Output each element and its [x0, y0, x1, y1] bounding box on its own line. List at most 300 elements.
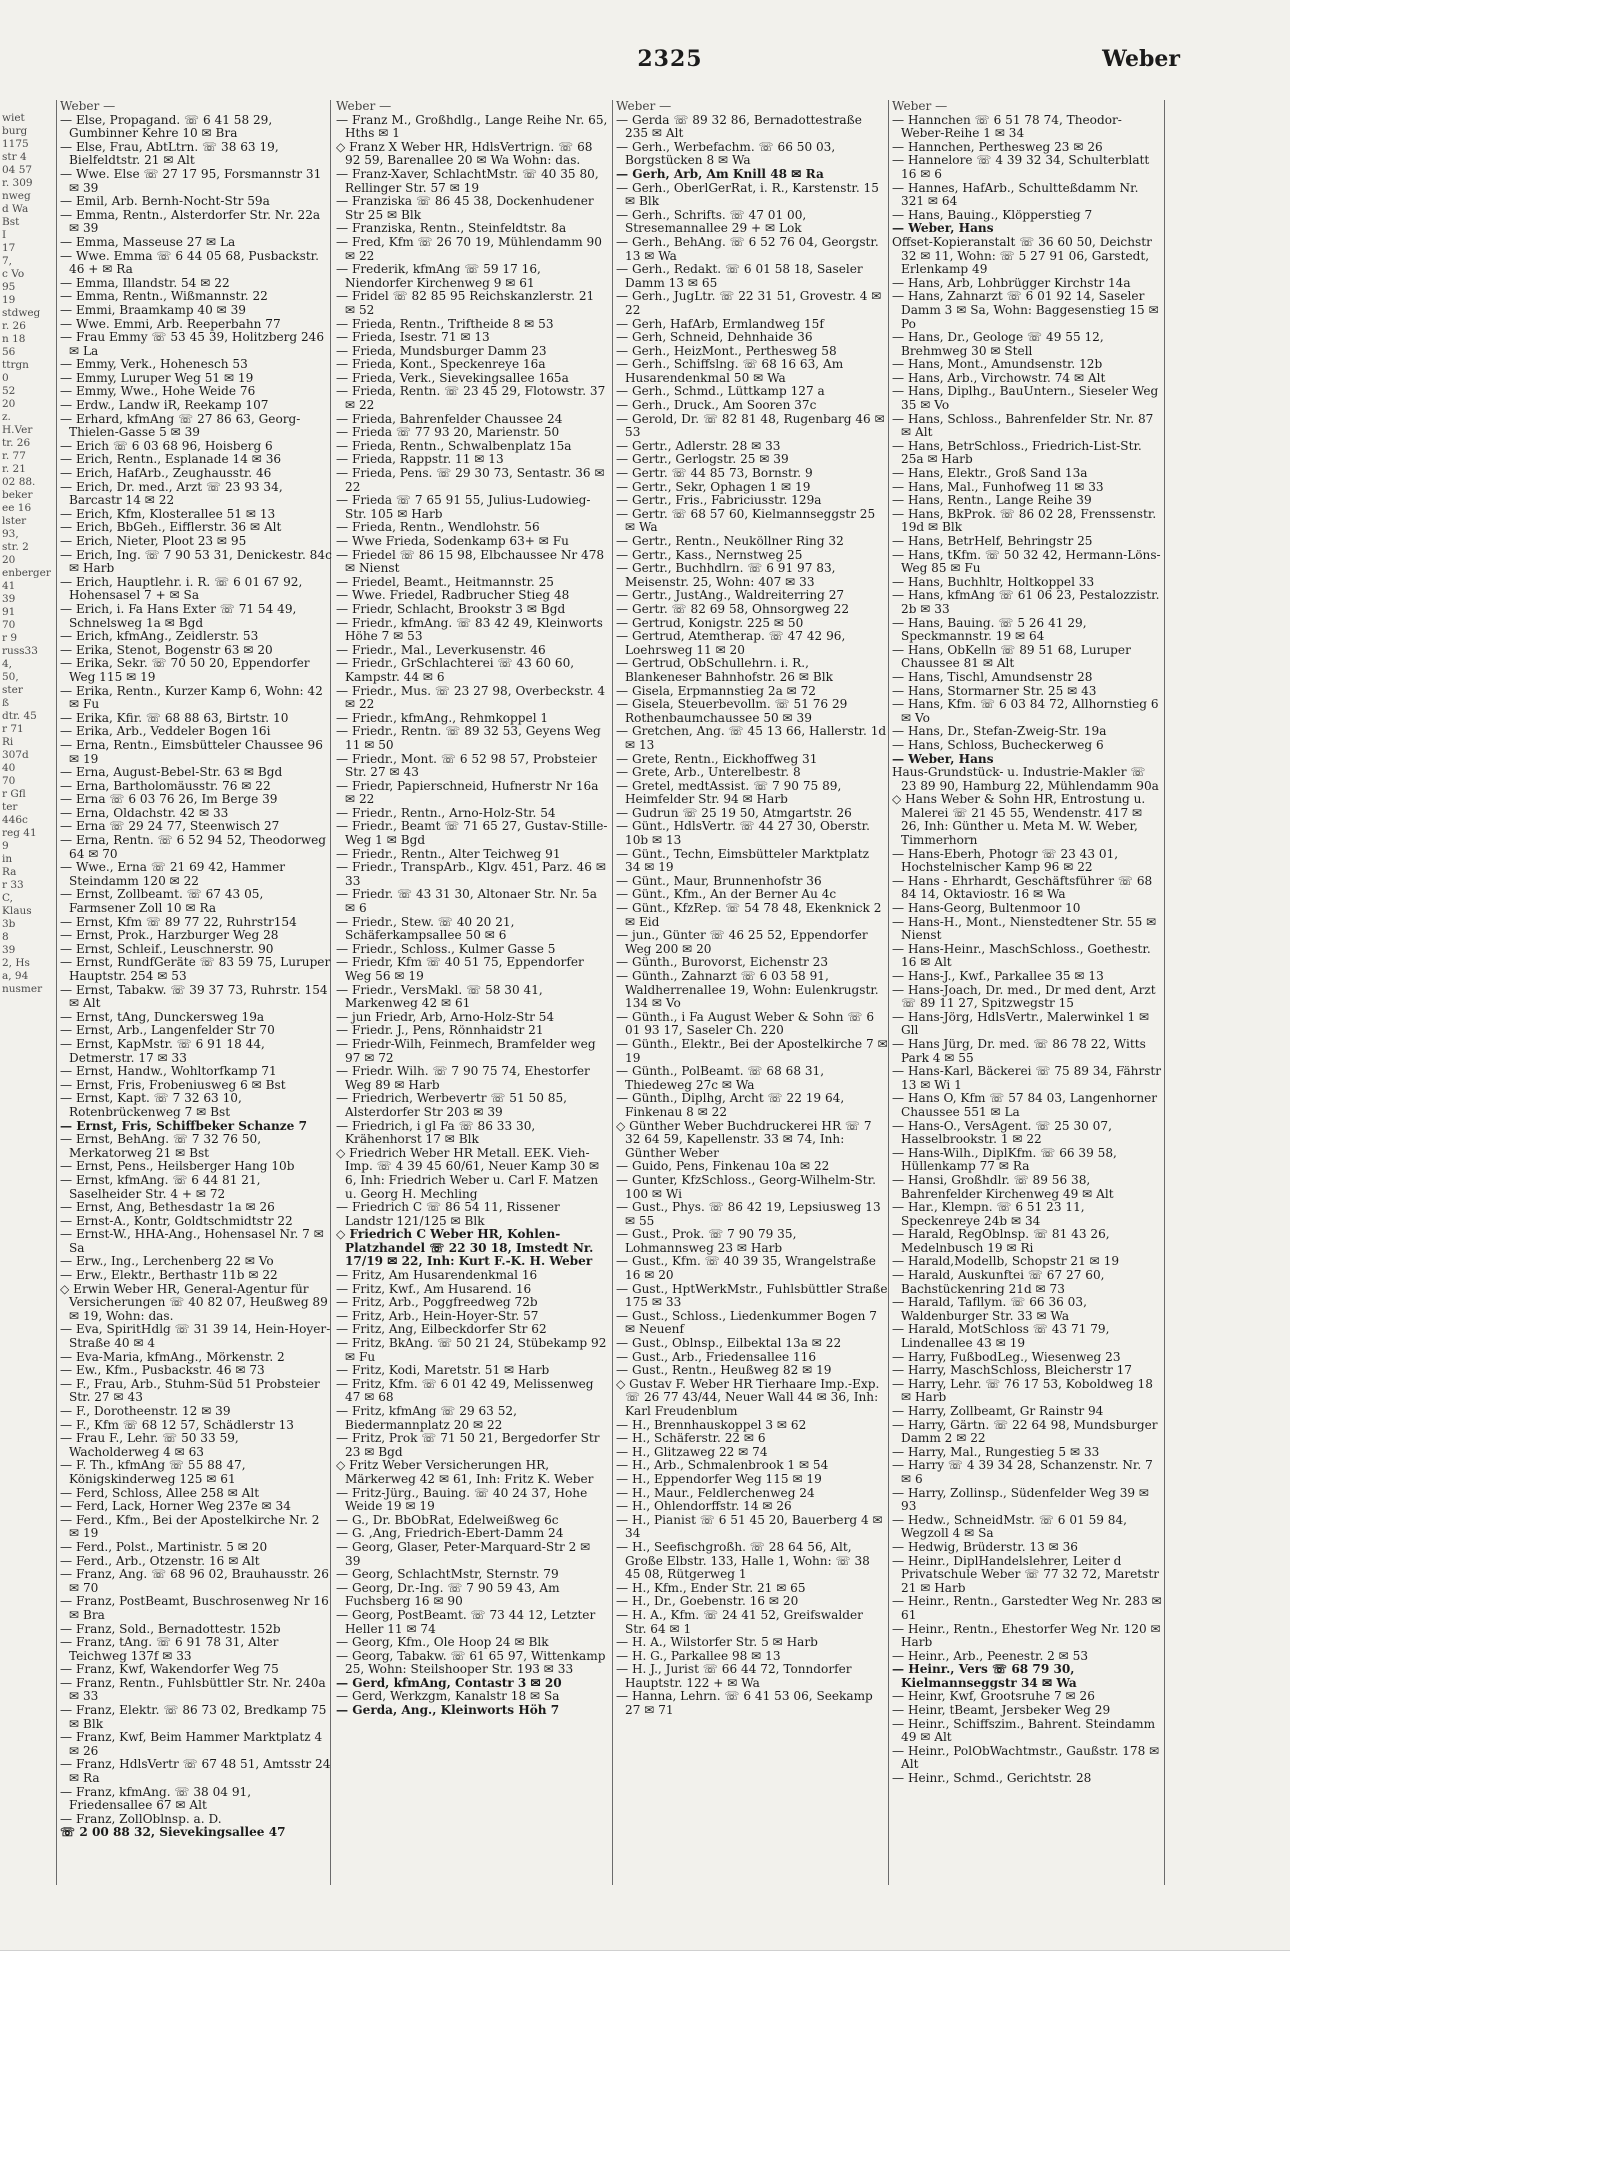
edge-fragment: 39 [2, 944, 16, 956]
directory-entry: — Friedr, Schlacht, Brookstr 3 ✉ Bgd [336, 601, 566, 616]
edge-fragment: reg 41 [2, 827, 37, 839]
edge-fragment: d Wa [2, 203, 29, 215]
directory-entry: — Emmy, Luruper Weg 51 ✉ 19 [60, 370, 254, 385]
directory-entry: — Friedr, Papierschneid, Hufnerstr Nr 16a ✉ 22 [336, 778, 599, 807]
edge-fragment: 446c [2, 814, 28, 826]
directory-entry: — Gertr., Fris., Fabriciusstr. 129a [616, 493, 822, 508]
directory-entry: — Gust., Phys. ☏ 86 42 19, Lepsiusweg 13 ✉ 55 [616, 1200, 881, 1228]
directory-entry: — Hans, BetrHelf, Behringstr 25 [892, 534, 1093, 548]
directory-entry: Offset-Kopieranstalt ☏ 36 60 50, Deichstr 32 ✉ 11, Wohn: ☏ 5 27 91 06, Garstedt, Erlenkamp 49 [892, 234, 1152, 277]
directory-entry: — Günth., Diplhg, Archt ☏ 22 19 64, Finkenau 8 ✉ 22 [616, 1091, 845, 1119]
page-number: 2325 [637, 46, 703, 72]
directory-entry: — Gust., Schloss., Liedenkummer Bogen 7 ✉ Neuenf [616, 1308, 877, 1337]
directory-entry: — Frieda, Pens. ☏ 29 30 73, Sentastr. 36 ✉ 22 [336, 466, 605, 494]
edge-fragment: 20 [2, 398, 16, 410]
directory-entry: — Hansi, Großhdlr. ☏ 89 56 38, Bahrenfelder Kirchenweg 49 ✉ Alt [892, 1172, 1114, 1201]
directory-entry: — Friedr., Rentn., Arno-Holz-Str. 54 [336, 805, 556, 820]
directory-entry: — Gerh., JugLtr. ☏ 22 31 51, Grovestr. 4 ✉ 22 [616, 289, 882, 317]
directory-entry: — Frieda, Mundsburger Damm 23 [336, 343, 547, 358]
column-rule [56, 100, 57, 1885]
directory-entry: — Georg, Dr.-Ing. ☏ 7 90 59 43, Am Fuchsberg 16 ✉ 90 [336, 1580, 560, 1609]
directory-entry: — Gerh, HafArb, Ermlandweg 15f [616, 316, 824, 331]
directory-entry: — Hans, Tischl, Amundsenstr 28 [892, 669, 1093, 684]
directory-entry: — H., Eppendorfer Weg 115 ✉ 19 [616, 1471, 822, 1486]
directory-entry: — Gerd, kfmAng, Contastr 3 ✉ 20 [336, 1675, 562, 1690]
directory-entry: — Gust., Arb., Friedensallee 116 [616, 1349, 817, 1364]
directory-entry: — Franz, Kwf, Wakendorfer Weg 75 [60, 1662, 279, 1677]
directory-entry: — Friedrich C ☏ 86 54 11, Rissener Landstr 121/125 ✉ Blk [336, 1200, 560, 1228]
directory-entry: — Frau Emmy ☏ 53 45 39, Holitzberg 246 ✉ La [60, 330, 325, 358]
directory-entry: — Friedr. J., Pens, Rönnhaidstr 21 [336, 1023, 544, 1038]
directory-entry: — Friedr. ☏ 43 31 30, Altonaer Str. Nr. 5a ✉ 6 [336, 887, 597, 916]
edge-fragment: 70 [2, 775, 16, 787]
directory-entry: — Friedr., TranspArb., Klgv. 451, Parz. 46 ✉ 33 [336, 860, 606, 888]
directory-entry: — Frau F., Lehr. ☏ 50 33 59, Wacholderweg 4 ✉ 63 [60, 1431, 239, 1459]
directory-entry: — Günth., Burovorst, Eichenstr 23 [616, 955, 829, 970]
directory-entry: ◇ Günther Weber Buchdruckerei HR ☏ 7 32 64 59, Kapellenstr. 33 ✉ 74, Inh: Günther Weber [616, 1118, 872, 1160]
edge-fragment: r. 77 [2, 450, 26, 462]
edge-fragment: str 4 [2, 151, 27, 163]
directory-entry: — Fred, Kfm ☏ 26 70 19, Mühlendamm 90 ✉ 22 [336, 234, 602, 263]
directory-entry: — H., Brennhauskoppel 3 ✉ 62 [616, 1417, 807, 1432]
directory-entry: — Gudrun ☏ 25 19 50, Atmgartstr. 26 [616, 805, 852, 820]
directory-entry: — Erika, Arb., Veddeler Bogen 16i [60, 724, 271, 739]
directory-entry: — Fritz-Jürg., Bauing. ☏ 40 24 37, Hohe Weide 19 ✉ 19 [336, 1485, 588, 1514]
directory-entry: — Hans, ObKelln ☏ 89 51 68, Luruper Chaussee 81 ✉ Alt [892, 642, 1131, 671]
directory-entry: — Ernst, Schleif., Leuschnerstr. 90 [60, 941, 274, 956]
edge-fragment: 19 [2, 294, 16, 306]
directory-entry: — Fritz, kfmAng ☏ 29 63 52, Biedermannplatz 20 ✉ 22 [336, 1404, 517, 1432]
directory-entry: — Ernst, Kapt. ☏ 7 32 63 10, Rotenbrückenweg 7 ✉ Bst [60, 1091, 242, 1119]
edge-fragment: 93, [2, 528, 19, 540]
directory-entry: — Hannchen ☏ 6 51 78 74, Theodor-Weber-Reihe 1 ✉ 34 [892, 112, 1122, 141]
directory-entry: — Gertr., Gerlogstr. 25 ✉ 39 [616, 452, 789, 467]
directory-entry: — Ernst, Handw., Wohltorfkamp 71 [60, 1064, 277, 1079]
directory-entry: — Georg, SchlachtMstr, Sternstr. 79 [336, 1567, 559, 1582]
directory-entry: — Hans-Georg, Bultenmoor 10 [892, 901, 1081, 916]
edge-fragment: 3b [2, 918, 16, 930]
directory-entry: — Günt., HdlsVertr. ☏ 44 27 30, Oberstr. 10b ✉ 13 [616, 819, 870, 848]
directory-entry: — Gerold, Dr. ☏ 82 81 48, Rugenbarg 46 ✉ 53 [616, 411, 885, 440]
directory-entry: — Georg, Kfm., Ole Hoop 24 ✉ Blk [336, 1635, 549, 1650]
edge-fragment: 39 [2, 593, 16, 605]
edge-fragment: ttrgn [2, 359, 29, 371]
directory-entry: — Hedwig, Brüderstr. 13 ✉ 36 [892, 1539, 1078, 1554]
directory-entry: — Ernst, kfmAng. ☏ 6 44 81 21, Saselheider Str. 4 + ✉ 72 [60, 1172, 261, 1201]
directory-entry: — Erdw., Landw iR, Reekamp 107 [60, 398, 269, 413]
directory-entry: — Wwe. Friedel, Radbrucher Stieg 48 [336, 588, 570, 603]
directory-entry: — Friedr, Kfm ☏ 40 51 75, Eppendorfer Weg 56 ✉ 19 [336, 955, 584, 983]
edge-fragment: 56 [2, 346, 16, 358]
directory-entry: — Ferd., Polst., Martinistr. 5 ✉ 20 [60, 1539, 268, 1554]
directory-entry: — Gerh., Schmd., Lüttkamp 127 a [616, 384, 825, 399]
directory-entry: — Heinr, Kwf, Grootsruhe 7 ✉ 26 [892, 1689, 1095, 1704]
directory-entry: — Günt., Maur, Brunnenhofstr 36 [616, 873, 822, 888]
directory-entry: — Harald, RegOblnsp. ☏ 81 43 26, Medelnbusch 19 ✉ Ri [892, 1227, 1110, 1255]
directory-entry: — Ernst, Fris, Frobeniusweg 6 ✉ Bst [60, 1077, 286, 1092]
directory-entry: — Grete, Arb., Unterelbestr. 8 [616, 765, 801, 780]
directory-entry: — Erna, Bartholomäusstr. 76 ✉ 22 [60, 778, 271, 793]
page-header-word: Weber [1102, 46, 1180, 72]
directory-entry: — Eva-Maria, kfmAng., Mörkenstr. 2 [60, 1349, 285, 1364]
directory-entry: — Hans, Diplhg., BauUntern., Sieseler Weg 35 ✉ Vo [892, 384, 1159, 413]
edge-fragment: 1175 [2, 138, 29, 150]
directory-entry: ◇ Friedrich C Weber HR, Kohlen-Platzhandel ☏ 22 30 18, Imstedt Nr. 17/19 ✉ 22, Inh: Kurt F.-K. H. Weber [336, 1227, 594, 1269]
directory-entry: — Günth., Elektr., Bei der Apostelkirche 7 ✉ 19 [616, 1036, 888, 1065]
directory-entry: — Friedr., Stew. ☏ 40 20 21, Schäferkampsallee 50 ✉ 6 [336, 914, 515, 943]
directory-entry: — Günt., Kfm., An der Berner Au 4c [616, 887, 837, 902]
directory-entry: — Hans-Heinr., MaschSchloss., Goethestr. 16 ✉ Alt [892, 941, 1151, 970]
directory-entry: — Hanna, Lehrn. ☏ 6 41 53 06, Seekamp 27 ✉ 71 [616, 1689, 873, 1718]
directory-entry: — Frieda, Rentn., Wendlohstr. 56 [336, 520, 540, 535]
edge-fragment: H.Ver [2, 424, 33, 436]
edge-fragment: 95 [2, 281, 16, 293]
directory-entry: — Fridel ☏ 82 85 95 Reichskanzlerstr. 21 ✉ 52 [336, 289, 595, 317]
directory-entry: — Heinr., PolObWachtmstr., Gaußstr. 178 ✉ Alt [892, 1743, 1160, 1772]
directory-entry: — H. A., Wilstorfer Str. 5 ✉ Harb [616, 1635, 818, 1650]
edge-fragment: I [2, 229, 7, 241]
directory-entry: — Heinr., Arb., Peenestr. 2 ✉ 53 [892, 1648, 1089, 1663]
directory-entry: — Franz, HdlsVertr ☏ 67 48 51, Amtsstr 24 ✉ Ra [60, 1757, 331, 1786]
directory-entry: — Ernst, Pens., Heilsberger Hang 10b [60, 1159, 295, 1174]
directory-entry: — Hans, kfmAng ☏ 61 06 23, Pestalozzistr. 2b ✉ 33 [892, 588, 1160, 616]
directory-entry: — Gertr. ☏ 44 85 73, Bornstr. 9 [616, 466, 813, 481]
directory-entry: — Erich, Rentn., Esplanade 14 ✉ 36 [60, 452, 282, 467]
directory-entry: — Emma, Rentn., Wißmannstr. 22 [60, 289, 268, 304]
edge-fragment: r. 26 [2, 320, 26, 332]
directory-entry: — Hans, Kfm. ☏ 6 03 84 72, Allhornstieg 6 ✉ Vo [892, 697, 1159, 725]
directory-entry: — Friedr., VersMakl. ☏ 58 30 41, Markenweg 42 ✉ 61 [336, 982, 543, 1011]
directory-entry: — Gerh, Arb, Am Knill 48 ✉ Ra [616, 166, 824, 181]
directory-entry: ◇ Franz X Weber HR, HdlsVertrign. ☏ 68 92 59, Barenallee 20 ✉ Wa Wohn: das. [336, 139, 593, 168]
directory-entry: — Hans, BetrSchloss., Friedrich-List-Str. 25a ✉ Harb [892, 438, 1142, 467]
directory-entry: — Friedrich, Werbevertr ☏ 51 50 85, Alsterdorfer Str 203 ✉ 39 [336, 1091, 567, 1119]
directory-entry: — Gerd, Werkzgm, Kanalstr 18 ✉ Sa [336, 1689, 560, 1704]
edge-fragment: in [2, 853, 13, 865]
column-rule [612, 100, 613, 1885]
column-heading: Weber — [616, 99, 672, 113]
directory-entry: — Gerh., BehAng. ☏ 6 52 76 04, Georgstr. 13 ✉ Wa [616, 234, 879, 263]
directory-entry: — Franz, tAng. ☏ 6 91 78 31, Alter Teichweg 137f ✉ 33 [60, 1635, 279, 1663]
directory-entry: — Harry, Lehr. ☏ 76 17 53, Koboldweg 18 ✉ Harb [892, 1376, 1153, 1405]
directory-entry: — Erich, Hauptlehr. i. R. ☏ 6 01 67 92, Hohensasel 7 + ✉ Sa [60, 574, 303, 603]
directory-entry: — Gust., Kfm. ☏ 40 39 35, Wrangelstraße 16 ✉ 20 [616, 1254, 876, 1283]
edge-fragment: 04 57 [2, 164, 33, 176]
directory-entry: — Wwe., Erna ☏ 21 69 42, Hammer Steindamm 120 ✉ 22 [60, 860, 286, 888]
directory-entry: — Hans, BkProk. ☏ 86 02 28, Frenssenstr. 19d ✉ Blk [892, 506, 1157, 535]
edge-fragment: 2, Hs [2, 957, 30, 969]
directory-entry: — Ew., Kfm., Pusbackstr. 46 ✉ 73 [60, 1363, 265, 1378]
directory-entry: — Günth., PolBeamt. ☏ 68 68 31, Thiedeweg 27c ✉ Wa [616, 1064, 825, 1092]
directory-entry: — Wwe Frieda, Sodenkamp 63+ ✉ Fu [336, 534, 569, 548]
directory-entry: — H., Dr., Goebenstr. 16 ✉ 20 [616, 1594, 799, 1609]
directory-entry: — Friedr., Beamt ☏ 71 65 27, Gustav-Stille-Weg 1 ✉ Bgd [336, 819, 608, 848]
edge-fragment: Ra [2, 866, 17, 878]
directory-entry: — Erna, Rentn. ☏ 6 52 94 52, Theodorweg 64 ✉ 70 [60, 833, 327, 861]
directory-entry: — G., Dr. BbObRat, Edelweißweg 6c [336, 1512, 559, 1527]
edge-fragment: 7, [2, 255, 13, 267]
directory-entry: — Harry, MaschSchloss, Bleicherstr 17 [892, 1363, 1132, 1378]
edge-fragment: 70 [2, 619, 16, 631]
directory-entry: — Ernst, tAng, Dunckersweg 19a [60, 1009, 265, 1024]
directory-entry: — Harry, FußbodLeg., Wiesenweg 23 [892, 1349, 1121, 1364]
directory-entry: — Franz, Sold., Bernadottestr. 152b [60, 1621, 281, 1636]
directory-entry: — Ernst, Ang, Bethesdastr 1a ✉ 26 [60, 1200, 275, 1215]
directory-entry: — Emma, Masseuse 27 ✉ La [60, 234, 236, 249]
directory-entry: — Harald, MotSchloss ☏ 43 71 79, Lindenallee 43 ✉ 19 [892, 1322, 1110, 1351]
directory-entry: — Gerda ☏ 89 32 86, Bernadottestraße 235 ✉ Alt [616, 112, 862, 141]
edge-fragment: Ri [2, 736, 14, 748]
directory-entry: — Erich ☏ 6 03 68 96, Hoisberg 6 [60, 438, 273, 453]
scan-edge [0, 1950, 1290, 1951]
directory-entry: — Franz, ZollOblnsp. a. D. [60, 1811, 222, 1826]
directory-entry: — Friedr. Wilh. ☏ 7 90 75 74, Ehestorfer Weg 89 ✉ Harb [336, 1064, 590, 1092]
directory-entry: — Fritz, Kodi, Maretstr. 51 ✉ Harb [336, 1363, 550, 1378]
directory-entry: — Hans-Joach, Dr. med., Dr med dent, Arzt ☏ 89 11 27, Spitzwegstr 15 [892, 982, 1156, 1011]
edge-fragment: 52 [2, 385, 16, 397]
directory-entry: — Franziska, Rentn., Steinfeldtstr. 8a [336, 221, 567, 236]
directory-entry: — Emmi, Braamkamp 40 ✉ 39 [60, 302, 247, 317]
directory-entry: — Erich, Kfm, Klosterallee 51 ✉ 13 [60, 506, 276, 521]
directory-entry: — Wwe. Else ☏ 27 17 95, Forsmannstr 31 ✉ 39 [60, 166, 322, 195]
directory-entry: — Grete, Rentn., Eickhoffweg 31 [616, 751, 818, 766]
directory-entry: — Frieda ☏ 7 65 91 55, Julius-Ludowieg-Str. 105 ✉ Harb [336, 493, 591, 521]
directory-entry: — F., Frau, Arb., Stuhm-Süd 51 Probsteier Str. 27 ✉ 43 [60, 1376, 320, 1405]
edge-fragment: enberger [2, 567, 51, 579]
directory-entry: — Ferd., Kfm., Bei der Apostelkirche Nr. 2 ✉ 19 [60, 1512, 320, 1541]
directory-entry: — Hannchen, Perthesweg 23 ✉ 26 [892, 139, 1103, 154]
edge-fragment: nusmer [2, 983, 43, 995]
directory-entry: — Erna ☏ 6 03 76 26, Im Berge 39 [60, 792, 278, 807]
directory-entry: — Ernst, Fris, Schiffbeker Schanze 7 [60, 1118, 307, 1133]
directory-entry: — Fritz, Ang, Eilbeckdorfer Str 62 [336, 1322, 547, 1337]
directory-entry: — Franz, Elektr. ☏ 86 73 02, Bredkamp 75 ✉ Blk [60, 1703, 327, 1731]
edge-fragment: dtr. 45 [2, 710, 37, 722]
directory-entry: — F., Dorotheenstr. 12 ✉ 39 [60, 1404, 231, 1418]
directory-entry: — F. Th., kfmAng ☏ 55 88 47, Königskinderweg 125 ✉ 61 [60, 1458, 246, 1486]
directory-entry: — Hans, Buchhltr, Holtkoppel 33 [892, 574, 1095, 589]
directory-entry: — Eva, SpiritHdlg ☏ 31 39 14, Hein-Hoyer-Straße 40 ✉ 4 [60, 1322, 331, 1351]
directory-entry: — Friedr., Rentn. ☏ 89 32 53, Geyens Weg 11 ✉ 50 [336, 724, 601, 752]
edge-fragment: r 71 [2, 723, 24, 735]
directory-entry: — Harry, Gärtn. ☏ 22 64 98, Mundsburger Damm 2 ✉ 22 [892, 1417, 1158, 1446]
directory-entry: — Wwe. Emma ☏ 6 44 05 68, Pusbackstr. 46 + ✉ Ra [60, 248, 319, 277]
directory-entry: — Gertr. ☏ 82 69 58, Ohnsorgweg 22 [616, 601, 850, 616]
column-rule [888, 100, 889, 1885]
edge-fragment: c Vo [2, 268, 25, 280]
directory-entry: — Else, Frau, AbtLtrn. ☏ 38 63 19, Bielfeldtstr. 21 ✉ Alt [60, 139, 279, 168]
directory-entry: — Erika, Kfir. ☏ 68 88 63, Birtstr. 10 [60, 710, 289, 725]
directory-entry: — Hans-Eberh, Photogr ☏ 23 43 01, Hochstelnischer Kamp 96 ✉ 22 [892, 846, 1119, 875]
directory-entry: — Frieda, Rentn. ☏ 23 45 29, Flotowstr. 37 ✉ 22 [336, 384, 606, 413]
directory-entry: — Emma, Rentn., Alsterdorfer Str. Nr. 22a ✉ 39 [60, 207, 321, 236]
directory-entry: — Emil, Arb. Bernh-Nocht-Str 59a [60, 194, 270, 209]
directory-entry: — Erhard, kfmAng ☏ 27 86 63, Georg-Thielen-Gasse 5 ✉ 39 [60, 411, 301, 440]
directory-entry: — H. A., Kfm. ☏ 24 41 52, Greifswalder Str. 64 ✉ 1 [616, 1607, 863, 1636]
directory-entry: — Hans-Karl, Bäckerei ☏ 75 89 34, Fährstr 13 ✉ Wi 1 [892, 1064, 1162, 1092]
directory-entry: — Gerh., Druck., Am Sooren 37c [616, 398, 817, 413]
directory-entry: — Wwe. Emmi, Arb. Reeperbahn 77 [60, 316, 281, 331]
directory-entry: — Hans, Mal., Funhofweg 11 ✉ 33 [892, 479, 1104, 494]
directory-entry: — Hans, Zahnarzt ☏ 6 01 92 14, Saseler Damm 3 ✉ Sa, Wohn: Baggesenstieg 15 ✉ Po [892, 289, 1159, 331]
directory-entry: — Ferd, Lack, Horner Weg 237e ✉ 34 [60, 1499, 291, 1514]
directory-entry: — Heinr., Schiffszim., Bahrent. Steindamm 49 ✉ Alt [892, 1716, 1156, 1745]
directory-entry: — Gertr., Sekr, Ophagen 1 ✉ 19 [616, 479, 811, 494]
directory-entry: — Ernst, RundfGeräte ☏ 83 59 75, Luruper Hauptstr. 254 ✉ 53 [60, 955, 331, 983]
directory-entry: — Harald, Auskunftei ☏ 67 27 60, Bachstückenring 21d ✉ 73 [892, 1268, 1105, 1296]
directory-entry: — Ernst, Prok., Harzburger Weg 28 [60, 928, 279, 943]
directory-entry: — Erich, HafArb., Zeughausstr. 46 [60, 466, 272, 481]
directory-entry: — Gerh., Schrifts. ☏ 47 01 00, Stresemannallee 29 + ✉ Lok [616, 207, 807, 236]
directory-entry: — Erich, BbGeh., Eifflerstr. 36 ✉ Alt [60, 520, 282, 535]
edge-fragment: stdweg [2, 307, 41, 319]
directory-entry: — Gerh, Schneid, Dehnhaide 36 [616, 330, 813, 345]
directory-entry: — Hans-J., Kwf., Parkallee 35 ✉ 13 [892, 969, 1104, 983]
directory-entry: — Friedel, Beamt., Heitmannstr. 25 [336, 574, 554, 589]
directory-entry: — Emmy, Wwe., Hohe Weide 76 [60, 384, 256, 399]
directory-entry: — Hans, Arb, Lohbrügger Kirchstr 14a [892, 275, 1131, 290]
directory-entry: — Gertr., JustAng., Waldreiterring 27 [616, 588, 845, 603]
directory-entry: — Gertr., Buchhdlrn. ☏ 6 91 97 83, Meisenstr. 25, Wohn: 407 ✉ 33 [616, 561, 836, 589]
directory-entry: — Heinr., Rentn., Ehestorfer Weg Nr. 120 ✉ Harb [892, 1621, 1161, 1650]
directory-entry: — Hans Jürg, Dr. med. ☏ 86 78 22, Witts Park 4 ✉ 55 [892, 1036, 1146, 1065]
edge-fragment: wiet [2, 112, 25, 124]
directory-entry: — Hans-Wilh., DiplKfm. ☏ 66 39 58, Hüllenkamp 77 ✉ Ra [892, 1145, 1117, 1174]
directory-entry: — Gunter, KfzSchloss., Georg-Wilhelm-Str. 100 ✉ Wi [616, 1172, 876, 1201]
edge-fragment: 02 88. [2, 476, 36, 488]
directory-entry: — Frieda ☏ 77 93 20, Marienstr. 50 [336, 425, 560, 440]
directory-entry: — F., Kfm ☏ 68 12 57, Schädlerstr 13 [60, 1417, 294, 1432]
edge-fragment: 9 [2, 840, 9, 852]
directory-entry: — Günt., Techn, Eimsbütteler Marktplatz 34 ✉ 19 [616, 846, 869, 875]
directory-entry: — Friedr., Mont. ☏ 6 52 98 57, Probsteier Str. 27 ✉ 43 [336, 751, 597, 780]
directory-entry: — jun., Günter ☏ 46 25 52, Eppendorfer Weg 200 ✉ 20 [616, 928, 868, 956]
directory-entry: — Fritz, Kwf., Am Husarend. 16 [336, 1281, 532, 1296]
directory-entry: — Fritz, Arb., Hein-Hoyer-Str. 57 [336, 1308, 539, 1323]
directory-entry: — Frieda, Rentn., Schwalbenplatz 15a [336, 438, 572, 453]
directory-entry: — Guido, Pens, Finkenau 10a ✉ 22 [616, 1159, 830, 1174]
directory-entry: — Emmy, Verk., Hohenesch 53 [60, 357, 248, 372]
directory-entry: — Frieda, Kont., Speckenreye 16a [336, 357, 546, 372]
directory-entry: — Ernst-W., HHA-Ang., Hohensasel Nr. 7 ✉ Sa [60, 1227, 324, 1255]
directory-entry: — Gertrud, ObSchullehrn. i. R., Blankeneser Bahnhofstr. 26 ✉ Blk [616, 656, 833, 684]
directory-entry: — Erika, Sekr. ☏ 70 50 20, Eppendorfer Weg 115 ✉ 19 [60, 656, 310, 684]
edge-fragment: 41 [2, 580, 16, 592]
directory-entry: — Gust., Prok. ☏ 7 90 79 35, Lohmannsweg 23 ✉ Harb [616, 1227, 797, 1255]
edge-fragment: russ33 [2, 645, 38, 657]
directory-entry: — Frieda, Rentn., Triftheide 8 ✉ 53 [336, 316, 554, 331]
directory-entry: — Gerh., HeizMont., Perthesweg 58 [616, 343, 837, 358]
directory-entry: — Gertrud, Atemtherap. ☏ 47 42 96, Loehrsweg 11 ✉ 20 [616, 629, 846, 657]
directory-entry: — Gerh., Werbefachm. ☏ 66 50 03, Borgstücken 8 ✉ Wa [616, 139, 836, 168]
edge-fragment: 4, [2, 658, 13, 670]
directory-entry: — Hedw., SchneidMstr. ☏ 6 01 59 84, Wegzoll 4 ✉ Sa [892, 1512, 1128, 1541]
directory-column-4 [892, 100, 1164, 1890]
directory-entry: — Georg, Tabakw. ☏ 61 65 97, Wittenkamp 25, Wohn: Steilshooper Str. 193 ✉ 33 [336, 1648, 606, 1677]
directory-column-3 [616, 100, 888, 1890]
directory-entry: — Gisela, Erpmannstieg 2a ✉ 72 [616, 683, 816, 698]
directory-entry: — Hans, Elektr., Groß Sand 13a [892, 466, 1088, 481]
directory-entry: — Hannelore ☏ 4 39 32 34, Schulterblatt 16 ✉ 6 [892, 153, 1150, 181]
directory-entry: — jun Friedr, Arb, Arno-Holz-Str 54 [336, 1009, 555, 1024]
directory-entry: — Erw., Ing., Lerchenberg 22 ✉ Vo [60, 1254, 274, 1269]
edge-fragment: str. 2 [2, 541, 29, 553]
directory-entry: — Hans - Ehrhardt, Geschäftsführer ☏ 68 84 14, Oktaviostr. 16 ✉ Wa [892, 873, 1153, 902]
directory-entry: — Gerda, Ang., Kleinworts Höh 7 [336, 1703, 560, 1718]
directory-entry: — G. ,Ang, Friedrich-Ebert-Damm 24 [336, 1526, 564, 1541]
directory-entry: — H. G., Parkallee 98 ✉ 13 [616, 1648, 781, 1663]
directory-entry: — Günth., i Fa August Weber & Sohn ☏ 6 01 93 17, Saseler Ch. 220 [616, 1009, 875, 1038]
directory-entry: — Heinr., Schmd., Gerichtstr. 28 [892, 1771, 1092, 1786]
directory-entry: — Friedr-Wilh, Feinmech, Bramfelder weg 97 ✉ 72 [336, 1036, 596, 1065]
directory-entry: ◇ Erwin Weber HR, General-Agentur für Versicherungen ☏ 40 82 07, Heußweg 89 ✉ 19, Wohn: das. [60, 1281, 328, 1323]
directory-entry: — Harald,Modellb, Schopstr 21 ✉ 19 [892, 1254, 1120, 1269]
directory-entry: — Franziska ☏ 86 45 38, Dockenhudener Str 25 ✉ Blk [336, 194, 594, 222]
directory-entry: — H., Kfm., Ender Str. 21 ✉ 65 [616, 1580, 806, 1595]
directory-entry: ☏ 2 00 88 32, Sievekingsallee 47 [60, 1825, 286, 1840]
directory-entry: — Gretel, medtAssist. ☏ 7 90 75 89, Heimfelder Str. 94 ✉ Harb [616, 778, 842, 807]
edge-fragment: lster [2, 515, 27, 527]
column-rule [1164, 100, 1165, 1885]
edge-fragment: 20 [2, 554, 16, 566]
directory-entry: — Fritz, Arb., Poggfreedweg 72b [336, 1295, 538, 1310]
directory-entry: — Frieda, Rappstr. 11 ✉ 13 [336, 452, 504, 467]
directory-entry: — Hans O, Kfm ☏ 57 84 03, Langenhorner Chaussee 551 ✉ La [892, 1091, 1158, 1119]
edge-fragment: r 33 [2, 879, 24, 891]
directory-entry: — Ernst-A., Kontr, Goldtschmidtstr 22 [60, 1213, 293, 1228]
directory-entry: — Gerh., OberlGerRat, i. R., Karstenstr. 15 ✉ Blk [616, 180, 879, 209]
edge-fragment: nweg [2, 190, 31, 202]
edge-fragment: r 9 [2, 632, 18, 644]
directory-entry: — Friedr., Mal., Leverkusenstr. 46 [336, 642, 546, 657]
directory-entry: — Erika, Stenot, Bogenstr 63 ✉ 20 [60, 642, 273, 657]
directory-entry: — Harry, Zollinsp., Südenfelder Weg 39 ✉ 93 [892, 1485, 1150, 1514]
directory-entry: — Erw., Elektr., Berthastr 11b ✉ 22 [60, 1268, 278, 1283]
directory-entry: — Ernst, Kfm ☏ 89 77 22, Ruhrstr154 [60, 914, 297, 929]
directory-entry: — Hans, Dr., Geologe ☏ 49 55 12, Brehmweg 30 ✉ Stell [892, 330, 1104, 358]
directory-entry: — Heinr., Rentn., Garstedter Weg Nr. 283 ✉ 61 [892, 1594, 1162, 1622]
directory-entry: — Harry ☏ 4 39 34 28, Schanzenstr. Nr. 7 ✉ 6 [892, 1458, 1153, 1486]
directory-entry: — Harald, Tafllym. ☏ 66 36 03, Waldenburger Str. 33 ✉ Wa [892, 1295, 1087, 1323]
directory-entry: — Hans-H., Mont., Nienstedtener Str. 55 ✉ Nienst [892, 914, 1157, 943]
directory-entry: — Günth., Zahnarzt ☏ 6 03 58 91, Waldherrenallee 19, Wohn: Eulenkrugstr. 134 ✉ Vo [616, 969, 879, 1011]
edge-fragment: r. 21 [2, 463, 26, 475]
directory-entry: — Fritz, BkAng. ☏ 50 21 24, Stübekamp 92 ✉ Fu [336, 1336, 607, 1364]
directory-entry: — Hans-Jörg, HdlsVertr., Malerwinkel 1 ✉ Gll [892, 1009, 1150, 1038]
edge-fragment: ster [2, 684, 23, 696]
edge-fragment: z. [2, 411, 11, 423]
directory-entry: — Erich, Ing. ☏ 7 90 53 31, Denickestr. 84c ✉ Harb [60, 547, 332, 576]
edge-fragment: n 18 [2, 333, 26, 345]
directory-entry: — Gertr., Rentn., Neuköllner Ring 32 [616, 534, 844, 548]
directory-entry: — Franz, Rentn., Fuhlsbüttler Str. Nr. 240a ✉ 33 [60, 1675, 326, 1704]
directory-entry: — Erna, Rentn., Eimsbütteler Chaussee 96 ✉ 19 [60, 737, 323, 766]
directory-entry: — Erich, kfmAng., Zeidlerstr. 53 [60, 629, 259, 644]
directory-entry: — Hans, Bauing., Klöpperstieg 7 [892, 207, 1093, 222]
directory-entry: — H., Glitzaweg 22 ✉ 74 [616, 1444, 768, 1459]
directory-entry: — Hans, Arb., Virchowstr. 74 ✉ Alt [892, 370, 1106, 385]
edge-fragment: tr. 26 [2, 437, 31, 449]
directory-entry: — Frieda, Verk., Sievekingsallee 165a [336, 370, 569, 385]
directory-entry: — Ernst, Arb., Langenfelder Str 70 [60, 1023, 275, 1038]
directory-entry: — Weber, Hans [892, 751, 994, 766]
directory-column-2 [336, 100, 608, 1890]
directory-entry: — Harry, Zollbeamt, Gr Rainstr 94 [892, 1404, 1104, 1418]
directory-entry: — Georg, Glaser, Peter-Marquard-Str 2 ✉ 39 [336, 1539, 591, 1568]
directory-entry: — Erich, i. Fa Hans Exter ☏ 71 54 49, Schnelsweg 1a ✉ Bgd [60, 601, 297, 630]
directory-entry: ◇ Fritz Weber Versicherungen HR, Märkerweg 42 ✉ 61, Inh: Fritz K. Weber [336, 1458, 594, 1486]
edge-fragment: 307d [2, 749, 29, 761]
